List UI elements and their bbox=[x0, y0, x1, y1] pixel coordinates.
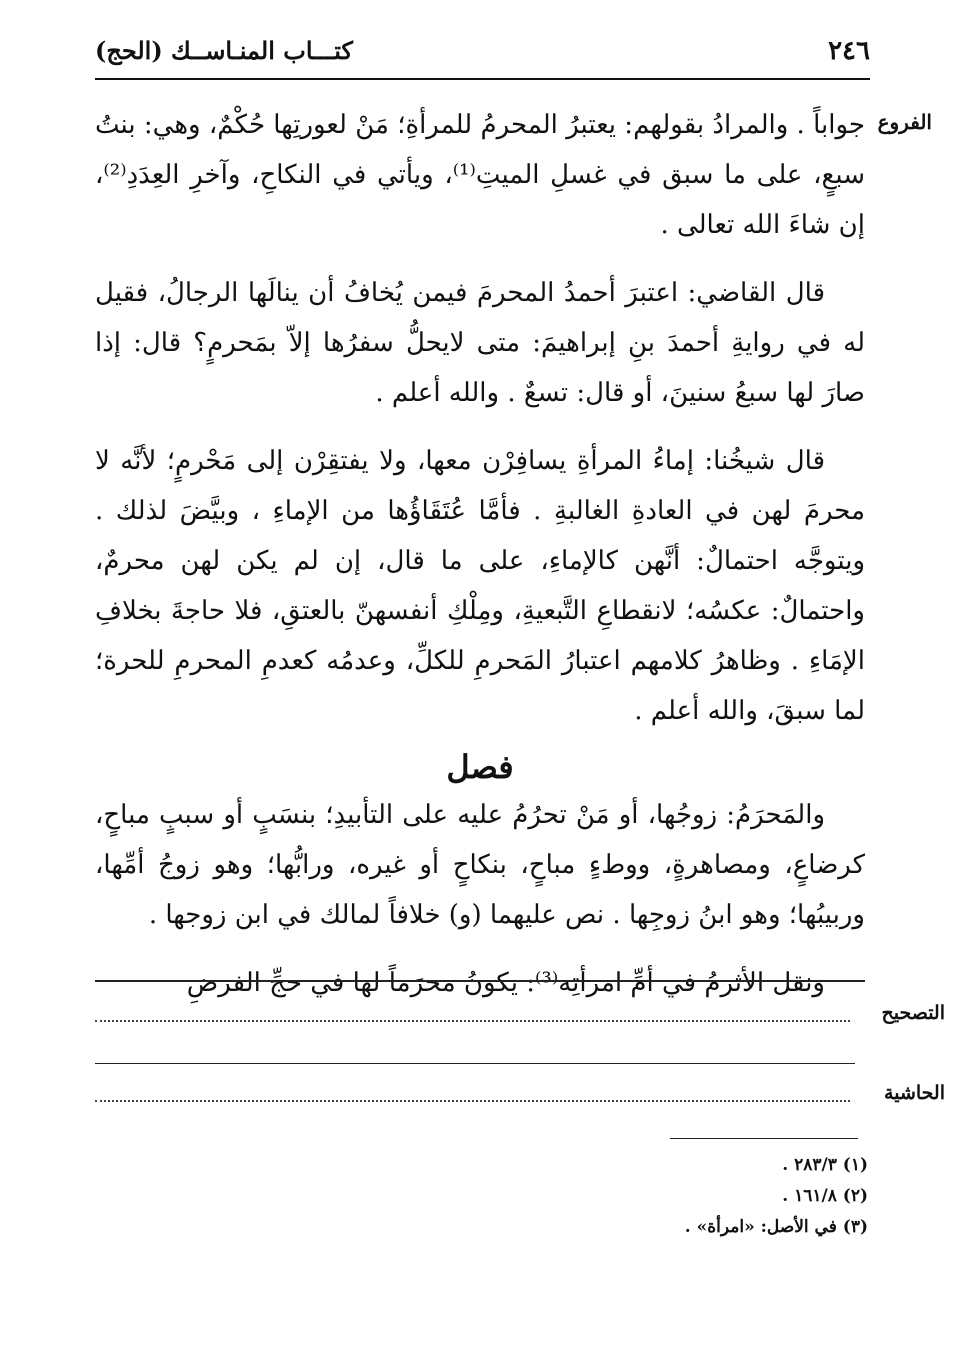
footnote: (١) ٢٨٣/٣ . bbox=[782, 1155, 868, 1175]
correction-label: التصحيح bbox=[881, 1002, 945, 1024]
correction-row bbox=[95, 1002, 945, 1032]
margin-notes-row bbox=[95, 1082, 945, 1112]
section-heading: فصل bbox=[446, 748, 514, 786]
header-divider bbox=[95, 78, 870, 80]
paragraph: قال شيخُنا: إماءُ المرأةِ يسافِرْن معها، ولا يفتقِرْن إلى مَحْرمٍ؛ لأنَّه لا محرمَ لهن في العادةِ الغالبةِ . فأمَّا عُتَقَاؤُها من الإماءِ ، وبيَّضَ لذلك . ويتوجَّه احتمالٌ: أنَّهن كالإماءِ، على ما قال، إن لم يكن لهن محرمٌ، واحتمالٌ: عكسُه؛ لانقطاعِ التَّبعيةِ، ومِلْكِ أنفسهنّ بالعتقِ، فلا حاجةَ بخلافِ الإمَاءِ . وظاهرُ كلامهم اعتبارُ المَحرمِ للكلِّ، وعدمُه كعدمِ المحرمِ للحرة؛ لما سبقَ، والله أعلم . bbox=[95, 446, 866, 726]
correction-dotted-line bbox=[95, 1020, 850, 1022]
page-number: ٢٤٦ bbox=[828, 36, 870, 66]
paragraph: قال القاضي: اعتبرَ أحمدُ المحرمَ فيمن يُخافُ أن ينالَها الرجالُ، فقيل له في روايةِ أحمدَ بنِ إبراهيمَ: متى لايحلُّ سفرُها إلاّ بمَحرمٍ؟ قال: إذا صارَ لها سبعُ سنينَ، أو قال: تسعٌ . والله أعلم . bbox=[95, 278, 865, 408]
paragraph: ونقل الأثرمُ في أمِّ امرأتِه⁽³⁾: يكونُ محرَماً لها في حجِّ الفرضِ bbox=[186, 968, 825, 998]
footnote: (٢) ١٦١/٨ . bbox=[782, 1186, 868, 1206]
text-end-divider bbox=[95, 980, 865, 982]
page-header bbox=[95, 36, 870, 74]
running-title: كتـــاب المنـاســك (الحج) bbox=[95, 36, 353, 65]
footnote: (٣) في الأصل: «امرأة» . bbox=[684, 1217, 868, 1237]
paragraph: جواباً . والمرادُ بقولهم: يعتبرُ المحرمُ للمرأةِ؛ مَنْ لعورتِها حُكْمٌ، وهي: بنتُ سبعٍ، على ما سبق في غسلِ الميتِ⁽¹⁾، ويأتي في النكاحِ، وآخرِ العِدَدِ⁽²⁾، إن شاءَ الله تعالى . bbox=[95, 110, 865, 240]
footnotes bbox=[468, 1150, 868, 1243]
margin-label: الفروع bbox=[877, 110, 932, 134]
paragraph: والمَحرَمُ: زوجُها، أو مَنْ تحرُمُ عليه على التأبيدِ؛ بنسَبٍ أو سببٍ مباحٍ، كرضاعٍ، ومصاهرةٍ، ووطءٍ مباحٍ، بنكاحٍ أو غيره، ورابُّها؛ وهو زوجُ أمِّها، وربيبُها؛ وهو ابنُ زوجِها . نص عليهما (و) خلافاً لمالك في ابن زوجها . bbox=[95, 800, 865, 930]
main-text bbox=[95, 100, 865, 1008]
margin-notes-label: الحاشية bbox=[884, 1082, 945, 1104]
footnote-divider bbox=[670, 1138, 858, 1139]
notes-divider bbox=[95, 1063, 855, 1064]
margin-notes-dotted-line bbox=[95, 1100, 850, 1102]
